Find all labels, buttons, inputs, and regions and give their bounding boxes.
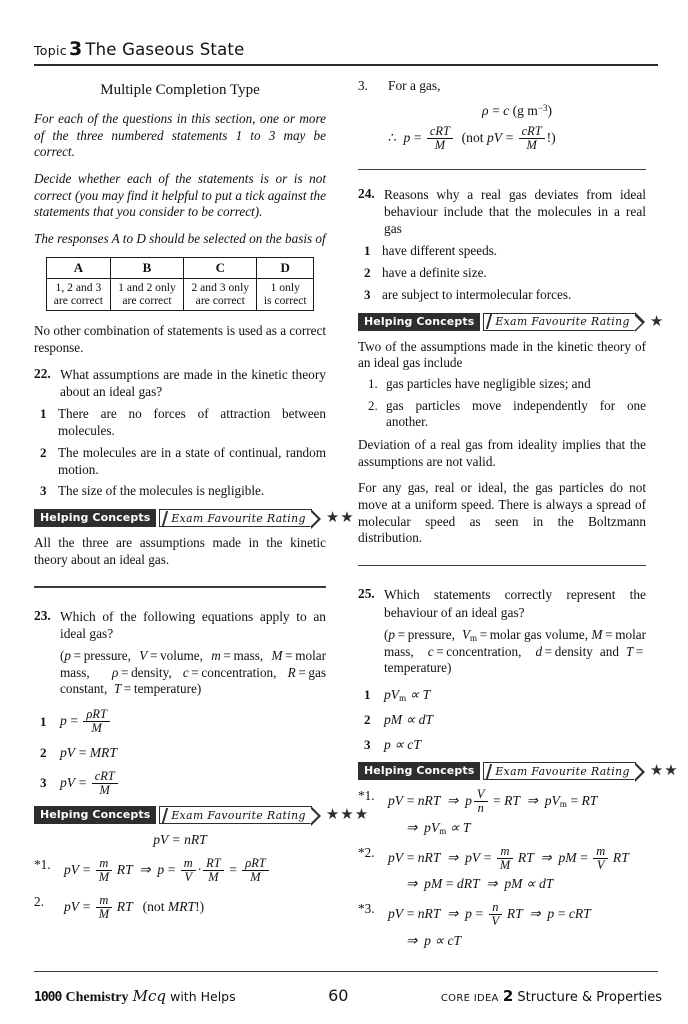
step-body bbox=[388, 78, 646, 155]
option-header-a: A bbox=[47, 258, 111, 278]
option-cell-c bbox=[184, 278, 257, 310]
page-footer bbox=[34, 986, 662, 1006]
rating-stars: ★★ bbox=[649, 763, 679, 780]
section-divider bbox=[358, 169, 646, 171]
option-cell-b bbox=[110, 278, 183, 310]
list-item bbox=[358, 243, 646, 260]
statement-text: are subject to intermolecular forces. bbox=[382, 286, 572, 302]
slash-icon bbox=[486, 764, 492, 779]
step-equation-line-1: pV = nRT ⇒ pV = $\frac{m}{M}$ RT ⇒ pM = $\frac{m}{V}$ RT bbox=[388, 843, 629, 872]
footer-brand-mcq: Mcq bbox=[132, 987, 166, 1005]
q25-statement-1 bbox=[358, 687, 646, 703]
slash-icon bbox=[162, 511, 168, 526]
topic-label: Topic bbox=[34, 43, 67, 58]
question-25-text: Which statements correctly represent the behaviour of an ideal gas? bbox=[384, 587, 646, 620]
step-label: *2. bbox=[358, 844, 375, 860]
statement-equation: pV = MRT bbox=[60, 744, 117, 760]
step-3-intro: For a gas, bbox=[388, 78, 441, 93]
question-22 bbox=[34, 366, 326, 400]
statement-number: 3 bbox=[364, 737, 371, 753]
question-24 bbox=[358, 186, 646, 237]
footer-brand-with-helps: with Helps bbox=[170, 989, 236, 1004]
list-item-number: 2. bbox=[368, 397, 378, 413]
question-24-text: Reasons why a real gas deviates from ideal behaviour include that the molecules in a real gas bbox=[384, 187, 646, 237]
topic-number: 3 bbox=[68, 38, 83, 60]
step-equation-line-1: pV = nRT ⇒ p = $\frac{n}{V}$ RT ⇒ p = cRT bbox=[388, 900, 591, 929]
step-label: *1. bbox=[34, 857, 51, 873]
rating-stars: ★ bbox=[649, 313, 665, 330]
option-cell-a bbox=[47, 278, 111, 310]
question-23 bbox=[34, 608, 326, 642]
question-24-statements bbox=[358, 243, 646, 303]
helping-concepts-label: Helping Concepts bbox=[358, 313, 480, 331]
q25-statement-2 bbox=[358, 712, 646, 728]
q25-step-2-line-2: ⇒ pM = dRT ⇒ pM ∝ dT bbox=[406, 876, 554, 892]
q25-step-3-line-2: ⇒ p ∝ cT bbox=[406, 933, 462, 949]
exam-favourite-rating-label: Exam Favourite Rating bbox=[495, 315, 630, 329]
rating-stars: ★★★ bbox=[325, 807, 370, 824]
question-23-number: 23. bbox=[34, 608, 51, 623]
question-23-legend: (p = pressure, V = volume, m = mass, M = molar mass, ρ = density, c = concentration, R = gas constant, T = temperature) bbox=[60, 648, 326, 697]
option-a-line1: 1, 2 and 3 bbox=[55, 280, 102, 294]
question-24-answer-p1: Deviation of a real gas from ideality implies that the assumptions are not valid. bbox=[358, 437, 646, 469]
section-divider bbox=[34, 586, 326, 588]
slash-icon bbox=[486, 314, 492, 329]
exam-favourite-rating-label: Exam Favourite Rating bbox=[171, 808, 306, 822]
no-other-combination-note: No other combination of statements is used as a correct response. bbox=[34, 323, 326, 355]
two-column-body bbox=[34, 76, 679, 958]
question-22-number: 22. bbox=[34, 366, 51, 382]
question-25 bbox=[358, 586, 646, 620]
statement-number: 3 bbox=[364, 286, 371, 302]
statement-text: The molecules are in a state of continual, random motion. bbox=[58, 444, 326, 477]
footer-brand-number: 1000 bbox=[34, 990, 62, 1005]
statement-equation: pM ∝ dT bbox=[384, 712, 433, 728]
step-3-equation-2: ∴ p = $\frac{\text{cRT}}{M}$ (not pV = $\frac{\text{cRT}}{M}$ !) bbox=[388, 124, 556, 153]
question-22-answer: All the three are assumptions made in the kinetic theory about an ideal gas. bbox=[34, 535, 326, 567]
step-equation-line-1: pV = nRT ⇒ p $\frac{V}{n}$ = RT ⇒ $pV_m$ = RT bbox=[388, 787, 598, 816]
step-label: *1. bbox=[358, 788, 375, 804]
list-item bbox=[34, 445, 326, 479]
q25-step-3 bbox=[358, 901, 646, 929]
statement-text: have a definite size. bbox=[382, 265, 487, 281]
response-options-table bbox=[46, 257, 314, 311]
statement-number: 3 bbox=[40, 775, 47, 791]
helping-concepts-label: Helping Concepts bbox=[34, 806, 156, 824]
option-b-line1: 1 and 2 only bbox=[118, 280, 176, 294]
question-25-number: 25. bbox=[358, 586, 375, 602]
exam-favourite-rating-label: Exam Favourite Rating bbox=[171, 511, 306, 525]
question-23-legend-wrap bbox=[34, 648, 326, 698]
statement-equation: p ∝ cT bbox=[384, 737, 421, 753]
page-number: 60 bbox=[328, 986, 349, 1005]
exam-favourite-rating-arrow bbox=[159, 806, 311, 824]
helping-concepts-banner-q24 bbox=[358, 313, 665, 331]
table-row-values bbox=[47, 278, 314, 310]
list-item-number: 1. bbox=[368, 375, 378, 391]
option-a-line2: are correct bbox=[53, 294, 104, 308]
q23-step-3 bbox=[358, 78, 646, 155]
section-divider bbox=[358, 565, 646, 567]
question-24-number: 24. bbox=[358, 186, 375, 202]
footer-divider bbox=[34, 971, 658, 972]
statement-equation: pV = $\frac{\text{cRT}}{M}$ bbox=[60, 770, 326, 798]
option-d-line1: 1 only bbox=[270, 280, 300, 294]
statement-text: The size of the molecules is negligible. bbox=[58, 483, 265, 499]
statement-number: 3 bbox=[40, 483, 47, 499]
option-c-line1: 2 and 3 only bbox=[191, 280, 250, 294]
q23-statement-3 bbox=[34, 770, 326, 798]
q23-step-1 bbox=[34, 857, 326, 885]
list-item bbox=[34, 483, 326, 500]
question-24-answer-p2: For any gas, real or ideal, the gas particles do not move at a uniform speed. There is always a spread of molecular speed as seen in the Boltzmann distribution. bbox=[358, 480, 646, 546]
list-item-text: gas particles have negligible sizes; and bbox=[386, 375, 591, 391]
statement-number: 1 bbox=[40, 406, 47, 422]
list-item bbox=[358, 287, 646, 304]
step-label: 2. bbox=[34, 893, 44, 909]
statement-number: 2 bbox=[40, 744, 47, 760]
option-header-d: D bbox=[257, 258, 314, 278]
step-3-equation-1: ρ = c (g $m^{-3}$) bbox=[482, 103, 552, 118]
statement-number: 2 bbox=[364, 712, 371, 728]
q23-statement-2 bbox=[34, 745, 326, 761]
option-b-line2: are correct bbox=[122, 294, 172, 308]
q23-step-2 bbox=[34, 894, 326, 922]
footer-brand bbox=[34, 987, 236, 1006]
question-22-text: What assumptions are made in the kinetic theory about an ideal gas? bbox=[60, 367, 326, 400]
list-item bbox=[358, 376, 646, 393]
list-item bbox=[358, 398, 646, 432]
exam-favourite-rating-arrow bbox=[159, 509, 311, 527]
q23-master-equation: pV = nRT bbox=[153, 832, 207, 848]
statement-number: 1 bbox=[364, 687, 371, 703]
step-equation: pV = $\frac{m}{M}$ RT ⇒ p = $\frac{m}{V}$ · $\frac{RT}{M}$ = $\frac{\text{ρRT}}{M}$ bbox=[64, 857, 326, 885]
step-label: 3. bbox=[358, 78, 368, 93]
slash-icon bbox=[162, 808, 168, 823]
right-column bbox=[340, 76, 679, 958]
helping-concepts-label: Helping Concepts bbox=[358, 762, 480, 780]
question-23-text: Which of the following equations apply to an ideal gas? bbox=[60, 609, 326, 642]
q25-step-2 bbox=[358, 845, 646, 873]
option-cell-d bbox=[257, 278, 314, 310]
statement-number: 1 bbox=[364, 243, 371, 259]
question-24-answer-intro: Two of the assumptions made in the kinetic theory of an ideal gas include bbox=[358, 338, 646, 371]
statement-text: have different speeds. bbox=[382, 243, 498, 259]
rating-stars: ★★ bbox=[325, 510, 355, 527]
question-22-statements bbox=[34, 406, 326, 500]
question-24-answer-list bbox=[358, 376, 646, 431]
statement-text: There are no forces of attraction between molecules. bbox=[58, 406, 326, 439]
list-item bbox=[358, 265, 646, 282]
list-item bbox=[34, 406, 326, 440]
helping-concepts-label: Helping Concepts bbox=[34, 509, 156, 527]
q25-statement-3 bbox=[358, 737, 646, 753]
list-item-text: gas particles move independently for one another. bbox=[386, 397, 646, 430]
q23-statement-1 bbox=[34, 708, 326, 736]
option-d-line2: is correct bbox=[263, 294, 307, 308]
core-idea-number: 2 bbox=[502, 987, 514, 1005]
footer-core-idea bbox=[441, 987, 662, 1005]
q25-step-1-line-2: ⇒ $pV_m \propto T$ bbox=[406, 819, 471, 836]
intro-paragraph-1: For each of the questions in this section, one or more of the three numbered statements 1 to 3 may be correct. bbox=[34, 111, 326, 160]
helping-concepts-banner-q23 bbox=[34, 806, 370, 824]
helping-concepts-banner-q22 bbox=[34, 509, 355, 527]
statement-number: 1 bbox=[40, 713, 47, 729]
core-idea-label: CORE IDEA bbox=[440, 993, 499, 1004]
exam-favourite-rating-arrow bbox=[483, 313, 635, 331]
core-idea-title: Structure & Properties bbox=[517, 990, 662, 1005]
table-row-headers bbox=[47, 258, 314, 278]
exam-favourite-rating-arrow bbox=[483, 762, 635, 780]
topic-title: The Gaseous State bbox=[85, 40, 245, 59]
question-25-legend-wrap bbox=[358, 627, 646, 678]
option-c-line2: are correct bbox=[195, 294, 245, 308]
helping-concepts-banner-q25 bbox=[358, 762, 679, 780]
page-title bbox=[34, 38, 658, 63]
option-header-b: B bbox=[110, 258, 183, 278]
intro-paragraph-2: Decide whether each of the statements is or is not correct (you may find it helpful to put a tick against the statements that you consider to be correct). bbox=[34, 170, 326, 220]
footer-brand-chemistry: Chemistry bbox=[65, 990, 129, 1005]
step-equation: pV = $\frac{m}{M}$ RT (not MRT!) bbox=[64, 892, 205, 921]
question-25-legend: (p = pressure, $V_m$ = molar gas volume, M = molar mass, c = concentration, d = density and T = temperature) bbox=[384, 626, 647, 676]
statement-equation: p = $\frac{\text{ρRT}}{M}$ bbox=[60, 708, 326, 736]
step-label: *3. bbox=[358, 901, 375, 917]
statement-number: 2 bbox=[364, 265, 371, 281]
q25-step-1 bbox=[358, 788, 646, 816]
exam-favourite-rating-label: Exam Favourite Rating bbox=[495, 764, 630, 778]
section-title: Multiple Completion Type bbox=[100, 82, 260, 98]
header-divider bbox=[34, 64, 658, 66]
option-header-c: C bbox=[184, 258, 257, 278]
statement-number: 2 bbox=[40, 444, 47, 460]
statement-equation: $pV_m \propto T$ bbox=[384, 687, 431, 704]
intro-paragraph-3: The responses A to D should be selected on the basis of bbox=[34, 230, 326, 246]
